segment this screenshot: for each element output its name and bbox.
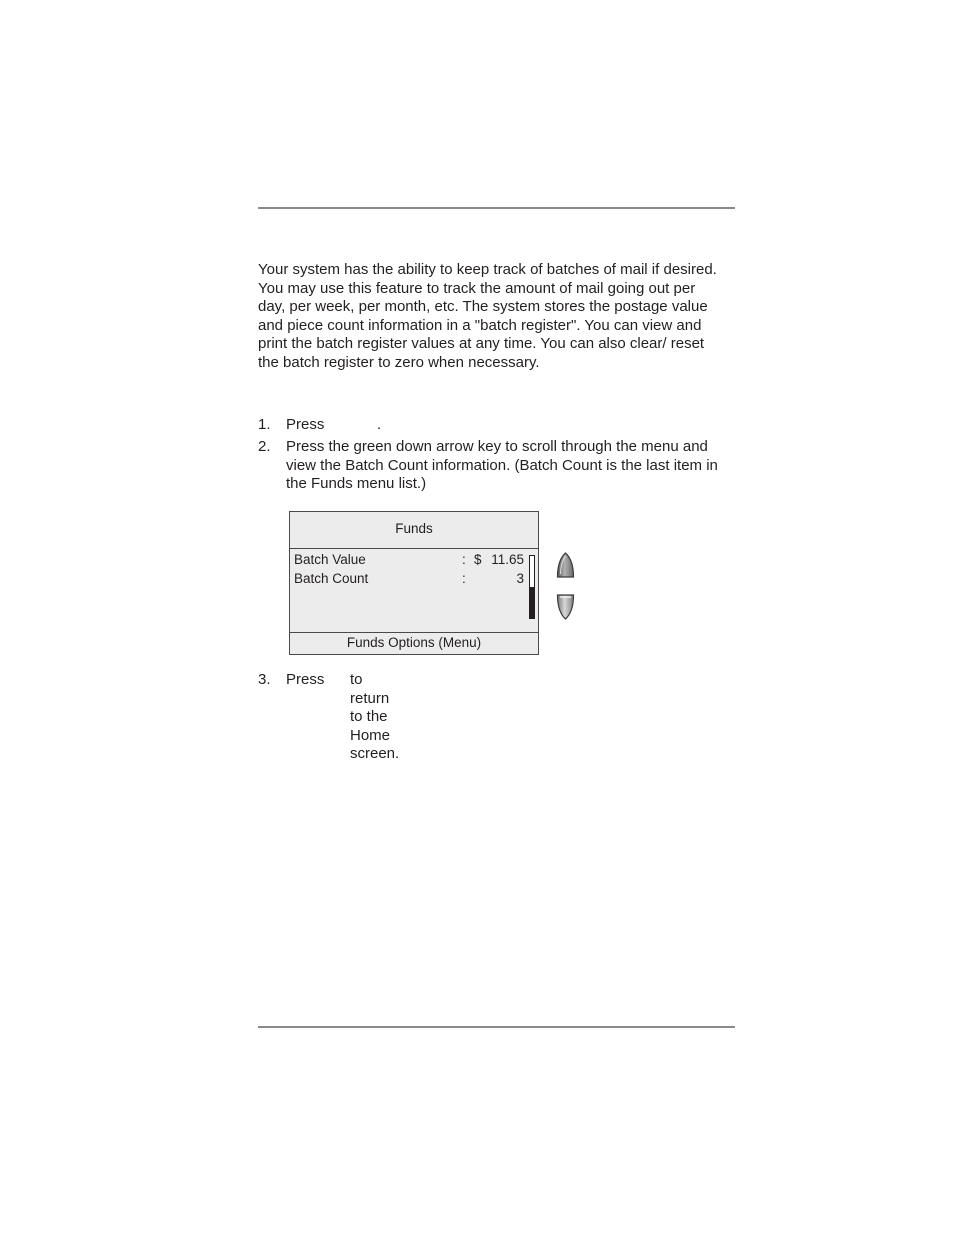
intro-paragraph (258, 261, 740, 373)
row-label: Batch Count (294, 571, 369, 586)
step-text (286, 416, 324, 435)
intro-line: and piece count information in a "batch register". You can view and (258, 316, 702, 334)
intro-line: the batch register to zero when necessary. (258, 353, 540, 371)
down-arrow-key-icon[interactable] (556, 593, 575, 620)
intro-line: day, per week, per month, etc. The system stores the postage value (258, 298, 708, 316)
screen-title: Funds (290, 512, 538, 549)
intro-line: Your system has the ability to keep track of batches of mail if desired. (258, 261, 717, 278)
up-arrow-key-icon[interactable] (556, 552, 575, 579)
row-currency: $ (474, 552, 482, 567)
step-line: Press (286, 416, 325, 433)
step-line: view the Batch Count information. (Batch Count is the last item in (286, 456, 718, 474)
step-trailing: to return to the Home screen. (350, 671, 400, 763)
scrollbar-thumb[interactable] (530, 587, 534, 618)
funds-screen (289, 511, 539, 655)
step-text (286, 438, 718, 494)
step-number: 2. (258, 438, 271, 455)
step-trailing: . (377, 416, 382, 433)
footer-rule (258, 1026, 735, 1028)
row-label: Batch Value (294, 552, 366, 567)
step-line: Press (286, 671, 325, 688)
batch-count-row (294, 570, 526, 588)
row-value: 11.65 (491, 552, 524, 567)
step-line: Press the green down arrow key to scroll through the menu and (286, 438, 708, 455)
step-number: 3. (258, 671, 271, 688)
row-separator: : (462, 571, 466, 586)
batch-value-row (294, 551, 526, 569)
header-rule (258, 207, 735, 209)
step-number: 1. (258, 416, 271, 433)
row-separator: : (462, 552, 466, 567)
step-text (286, 671, 324, 690)
row-value: 3 (516, 571, 524, 586)
intro-line: You may use this feature to track the amount of mail going out per (258, 279, 696, 297)
screen-footer: Funds Options (Menu) (290, 632, 538, 654)
intro-line: print the batch register values at any time. You can also clear/ reset (258, 335, 705, 353)
scrollbar[interactable] (529, 555, 535, 619)
step-line: the Funds menu list.) (286, 475, 427, 493)
